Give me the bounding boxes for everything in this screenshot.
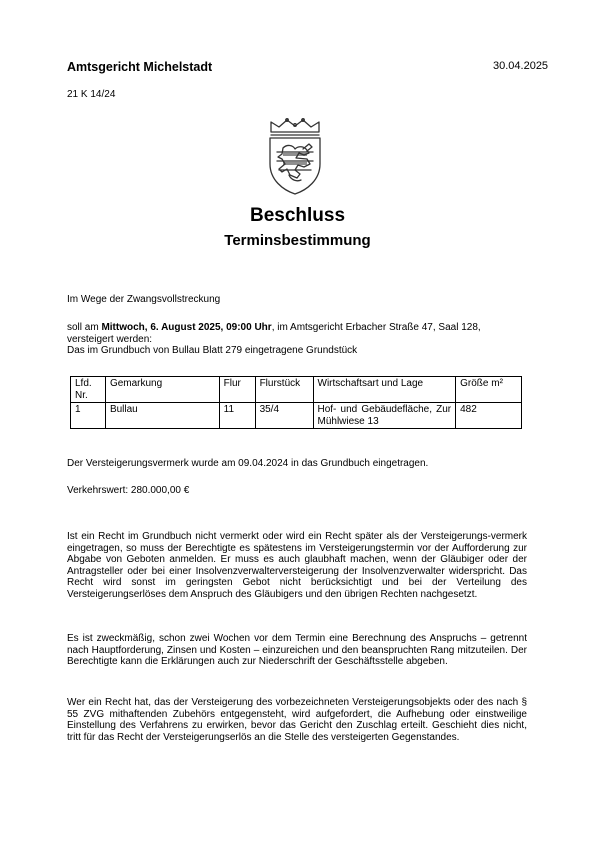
cell-gemarkung: Bullau [105,403,219,429]
table-row [71,403,522,429]
case-reference: 21 K 14/24 [67,89,116,100]
cell-flurstueck: 35/4 [255,403,313,429]
intro-text: Im Wege der Zwangsvollstreckung [67,294,221,305]
hearing-text [67,322,527,345]
market-value: Verkehrswert: 280.000,00 € [67,485,190,496]
property-line: Das im Grundbuch von Bullau Blatt 279 eingetragene Grundstück [67,345,358,356]
document-subtitle: Terminsbestimmung [224,232,371,249]
hearing-suffix: , im Amtsgericht Erbacher Straße 47, Saal 128, versteigert werden: [67,322,481,345]
vermerk-text: Der Versteigerungsvermerk wurde am 09.04.2024 in das Grundbuch eingetragen. [67,458,429,469]
document-date: 30.04.2025 [493,60,549,72]
col-header-wirtschaftsart: Wirtschaftsart und Lage [313,377,456,403]
col-header-gemarkung: Gemarkung [105,377,219,403]
table-header-row [71,377,522,403]
parcel-table [70,376,522,429]
paragraph-rights-registration: Ist ein Recht im Grundbuch nicht vermerkt oder wird ein Recht später als der Versteigerungs-vermerk eingetragen, so muss der Berechtigte es spätestens im Versteigerungstermin vor der Aufforderung zur Abgabe von Geboten anmelden. Er muss es auch glaubhaft machen, wenn der Gläubiger oder der Antragsteller oder bei einer Insolvenzverwalterversteigerung der Insolvenzverwalter widerspricht. Das Recht wird sonst im geringsten Gebot nicht berücksichtigt und bei der Verteilung des Versteigerungserlöses dem Anspruch des Gläubigers und den übrigen Rechten nachgesetzt. [67,531,527,600]
cell-groesse: 482 [456,403,522,429]
paragraph-opposing-rights: Wer ein Recht hat, das der Versteigerung des vorbezeichneten Versteigerungsobjekts oder des nach § 55 ZVG mithaftenden Zubehörs entgegensteht, wird aufgefordert, die Aufhebung oder einstweilige Einstellung des Verfahrens zu erwirken, bevor das Gericht den Zuschlag erteilt. Geschieht dies nicht, tritt für das Recht der Versteigerungserlös an die Stelle des versteigerten Gegenstandes. [67,697,527,743]
cell-lfd-nr: 1 [71,403,106,429]
cell-wirtschaftsart: Hof- und Gebäudefläche, Zur Mühlwiese 13 [313,403,456,429]
court-name: Amtsgericht Michelstadt [67,60,213,74]
col-header-flur: Flur [219,377,255,403]
col-header-lfd-nr: Lfd. Nr. [71,377,106,403]
document-title: Beschluss [249,205,346,226]
col-header-groesse: Größe m² [456,377,522,403]
hesse-coat-of-arms-icon [263,118,327,196]
hearing-prefix: soll am [67,322,102,333]
col-header-flurstueck: Flurstück [255,377,313,403]
hearing-datetime: Mittwoch, 6. August 2025, 09:00 Uhr [101,322,272,333]
cell-flur: 11 [219,403,255,429]
paragraph-claim-calculation: Es ist zweckmäßig, schon zwei Wochen vor dem Termin eine Berechnung des Anspruchs – getrennt nach Hauptforderung, Zinsen und Kosten – einzureichen und den beanspruchten Rang mitzuteilen. Der Berechtigte kann die Erklärungen auch zur Niederschrift der Geschäftsstelle abgeben. [67,633,527,667]
